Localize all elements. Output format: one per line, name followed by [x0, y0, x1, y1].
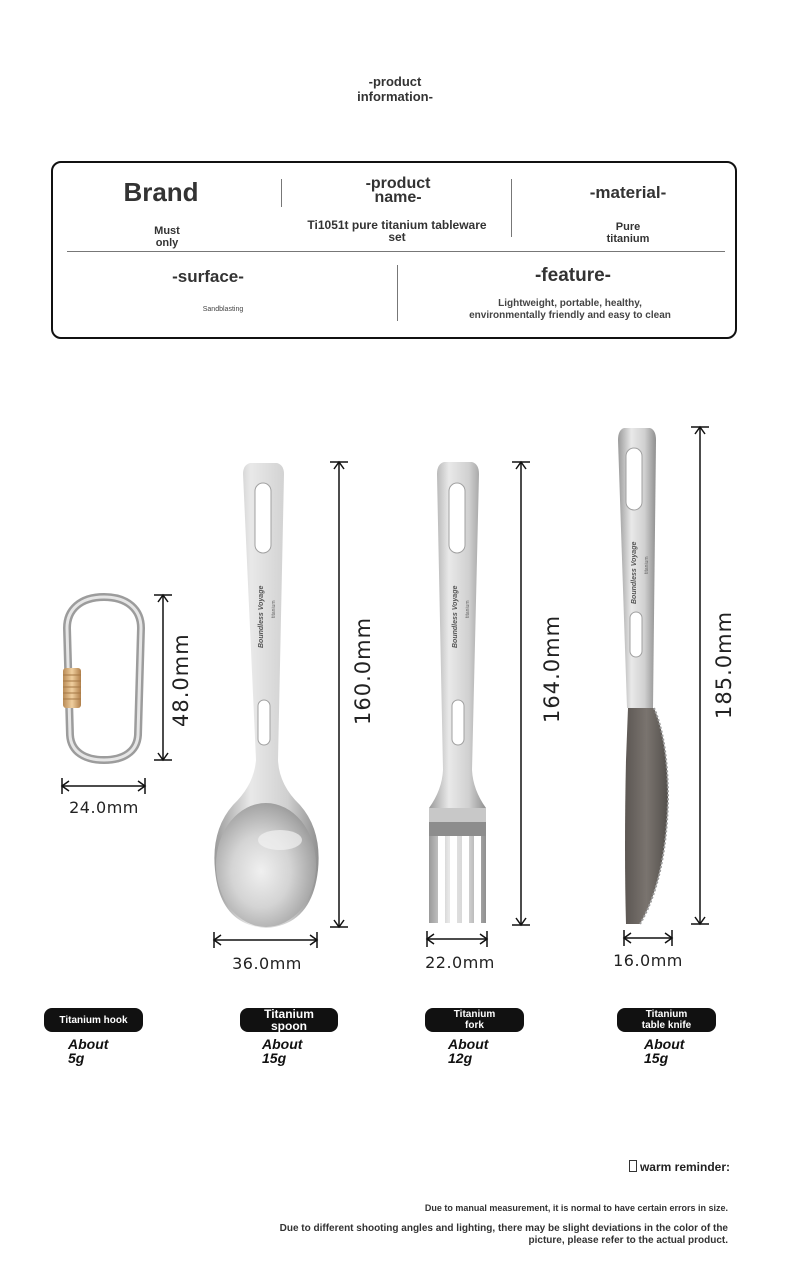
material-label: -material-	[589, 183, 667, 202]
material-value	[578, 221, 678, 245]
reminder-title	[610, 1160, 730, 1174]
fork-height-label: 164.0mm	[540, 614, 564, 723]
fork-engraving: Boundless Voyage	[452, 585, 459, 648]
hook-width-label: 24.0mm	[69, 798, 139, 817]
material-value-line2: titanium	[606, 233, 650, 245]
hook-name: Titanium hook	[59, 1014, 128, 1026]
spoon-width-label: 36.0mm	[232, 954, 302, 973]
knife-weight-line1: About	[644, 1036, 685, 1052]
feature-value-line2: environmentally friendly and easy to clean	[469, 310, 671, 321]
spoon-name-line2: spoon	[271, 1019, 307, 1033]
screw-lock	[63, 668, 81, 708]
feature-value	[413, 298, 727, 322]
knife-weight-line2: 15g	[644, 1050, 669, 1066]
material-value-line1: Pure	[615, 221, 641, 233]
titanium-hook-image	[63, 597, 141, 760]
hook-weight-line2: 5g	[68, 1050, 85, 1066]
product-illustration	[0, 400, 790, 1000]
spoon-name-badge	[240, 1008, 338, 1032]
column-divider	[281, 179, 282, 207]
hook-height-label: 48.0mm	[169, 633, 193, 727]
section-title-line2: information-	[357, 89, 433, 104]
fork-width-label: 22.0mm	[425, 953, 495, 972]
column-divider	[397, 265, 398, 321]
fork-name-line2: fork	[465, 1020, 484, 1031]
section-title	[320, 74, 470, 104]
reminder-title-text: warm reminder:	[639, 1160, 730, 1174]
section-title-line1: -product	[368, 74, 422, 89]
feature-label: -feature-	[534, 265, 611, 286]
product-info-table	[51, 161, 737, 339]
brand-value-line1: Must	[154, 225, 180, 237]
spoon-engraving: Boundless Voyage	[258, 585, 265, 648]
titanium-fork-image	[429, 462, 486, 923]
knife-name-line1: Titanium	[645, 1009, 688, 1020]
surface-label: -surface-	[172, 267, 244, 286]
titanium-spoon-image	[214, 463, 318, 928]
reminder-line2: Due to different shooting angles and lighting, there may be slight deviations in the color of the	[279, 1223, 728, 1234]
reminder-line1: Due to manual measurement, it is normal to have certain errors in size.	[424, 1203, 728, 1213]
knife-material-engraving: titanium	[644, 556, 650, 574]
feature-value-line1: Lightweight, portable, healthy,	[498, 298, 642, 309]
fork-weight-line2: 12g	[448, 1050, 473, 1066]
reminder-icon	[629, 1160, 637, 1172]
fork-name-badge	[425, 1008, 524, 1032]
brand-label: Brand	[123, 177, 199, 207]
product-name-label-line2: name-	[374, 189, 422, 206]
reminder-line3: picture, please refer to the actual product.	[528, 1235, 728, 1246]
spoon-weight	[262, 1037, 302, 1065]
spoon-height-label: 160.0mm	[351, 616, 375, 725]
surface-value: Sandblasting	[202, 306, 244, 313]
brand-value	[127, 225, 207, 249]
spoon-weight-line2: 15g	[262, 1050, 287, 1066]
knife-height-label: 185.0mm	[712, 610, 736, 719]
spoon-material-engraving: titanium	[271, 600, 277, 618]
fork-name-line1: Titanium	[453, 1009, 496, 1020]
product-name-label-line1: -product	[365, 175, 431, 192]
hook-weight-line1: About	[68, 1036, 109, 1052]
product-name-value	[285, 219, 509, 243]
knife-weight	[644, 1037, 684, 1065]
fork-weight-line1: About	[448, 1036, 489, 1052]
knife-width-label: 16.0mm	[613, 951, 683, 970]
brand-value-line2: only	[155, 237, 179, 249]
spoon-weight-line1: About	[262, 1036, 303, 1052]
product-name-value-line1: Ti1051t pure titanium tableware	[307, 218, 487, 232]
hook-weight	[68, 1037, 108, 1065]
knife-name-badge	[617, 1008, 716, 1032]
row-divider	[67, 251, 725, 252]
hook-name-badge	[44, 1008, 143, 1032]
knife-name-line2: table knife	[641, 1020, 692, 1031]
column-divider	[511, 179, 512, 237]
spoon-name-line1: Titanium	[264, 1007, 314, 1021]
fork-material-engraving: titanium	[465, 600, 471, 618]
titanium-knife-image	[618, 428, 668, 924]
product-name-value-line2: set	[388, 230, 406, 244]
product-name-label	[323, 177, 473, 205]
knife-engraving: Boundless Voyage	[631, 541, 638, 604]
fork-weight	[448, 1037, 488, 1065]
